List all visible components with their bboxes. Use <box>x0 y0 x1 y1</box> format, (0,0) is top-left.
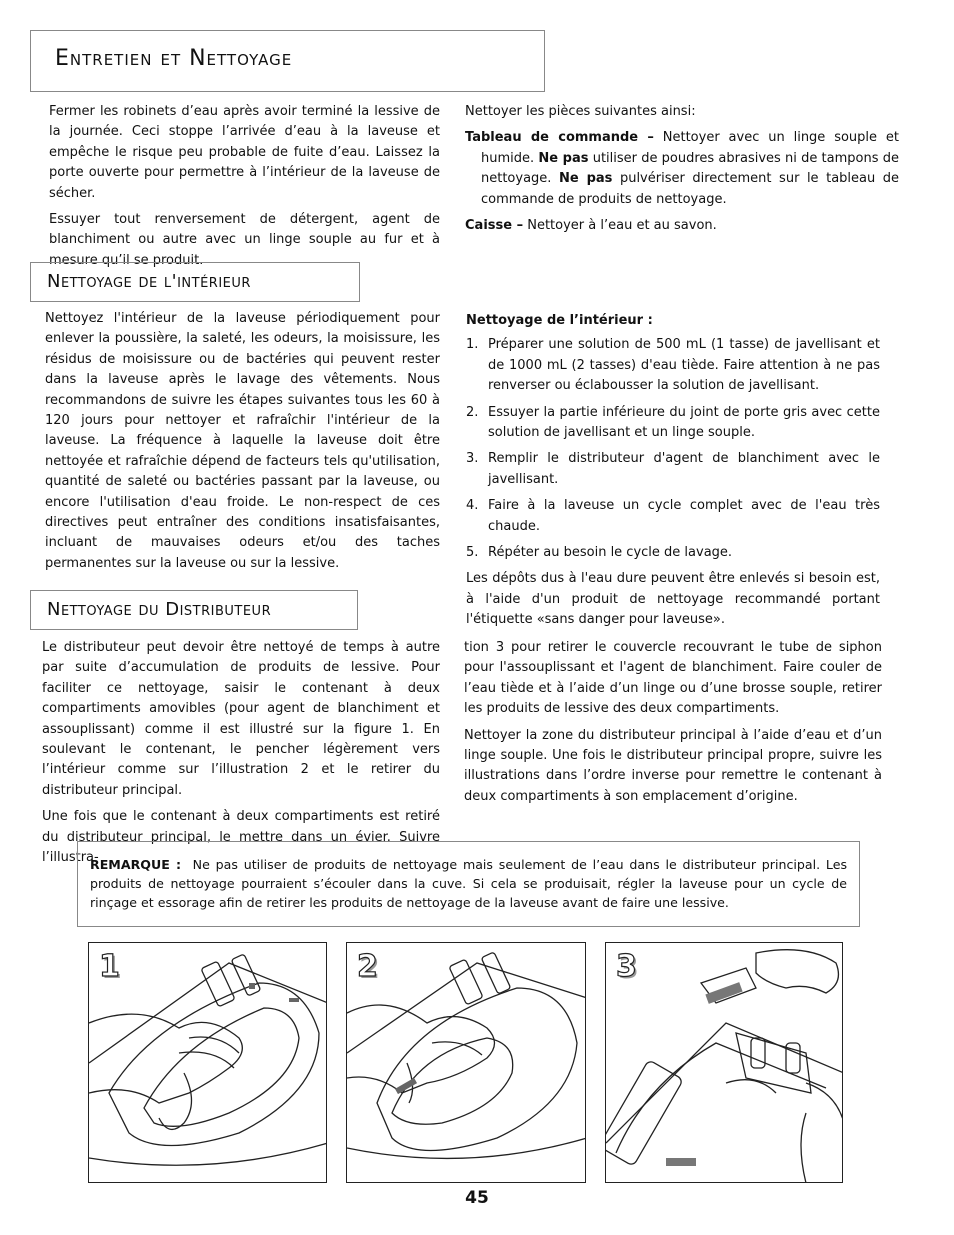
hand-tilting-dispenser-illustration <box>347 943 586 1183</box>
intro-paragraph-1: Fermer les robinets d’eau après avoir terminé la lessive de la journée. Ceci stoppe l’arrivée d’eau à la laveuse et empêche le risque peu probable de fuite d’eau. Laissez la porte ouverte pour permettre à l’intérieur de la laveuse de sécher. <box>49 104 440 201</box>
clean-parts-lead: Nettoyer les pièces suivantes ainsi: <box>465 104 696 119</box>
control-panel-text-2: utiliser de poudres abrasives ni de tampons de nettoyage. <box>481 150 899 187</box>
figure-number-3: 3 <box>616 949 637 984</box>
step-text: Préparer une solution de 500 mL (1 tasse) de javellisant et de 1000 mL (2 tasses) d'eau tiède. Faire attention à ne pas renverser ou éclabousser la solution de javellisant. <box>488 337 880 394</box>
intro-paragraph-2: Essuyer tout renversement de détergent, agent de blanchiment ou autre avec un linge souple au fur et à mesure qu’il se produit. <box>49 212 440 268</box>
step-item <box>466 335 880 396</box>
step-item <box>466 403 880 444</box>
step-item <box>466 449 880 490</box>
cabinet-text: Nettoyer à l’eau et au savon. <box>523 218 717 234</box>
step-text: Faire à la laveuse un cycle complet avec de l'eau très chaude. <box>488 498 880 534</box>
control-panel-paragraph <box>465 128 899 210</box>
step-number: 2. <box>466 404 479 420</box>
note-label: REMARQUE : <box>90 857 182 872</box>
dispenser-right-column <box>464 638 882 813</box>
title-box <box>30 30 545 92</box>
dispenser-paragraph-3: tion 3 pour retirer le couvercle recouvrant le tube de siphon pour l'assouplissant et l'agent de blanchiment. Faire couler de l’eau tiède et à l’aide d’un linge ou d’une brosse souple, retirer les produits de lessive des deux compartiments. <box>464 640 882 717</box>
ne-pas-2: Ne pas <box>558 171 613 187</box>
interior-heading: Nettoyage de l'intérieur <box>47 271 251 292</box>
cabinet-paragraph <box>465 216 899 236</box>
step-text: Essuyer la partie inférieure du joint de porte gris avec cette solution de javellisant et un linge souple. <box>488 404 880 441</box>
figure-1 <box>88 942 327 1183</box>
dispenser-left-column <box>42 638 440 874</box>
hand-lifting-dispenser-illustration <box>89 943 327 1183</box>
step-number: 1. <box>466 337 479 353</box>
interior-heading-box <box>30 262 360 302</box>
interior-paragraph: Nettoyez l'intérieur de la laveuse périodiquement pour enlever la poussière, la saleté, les odeurs, la moisissure, les résidus de moisissure ou de bactéries qui peuvent rester dans la laveuse après le lavage des vêtements. Nous recommandons de suivre les étapes suivantes tous les 60 à 120 jours pour nettoyer et rafraîchir l'intérieur de la laveuse. La fréquence à laquelle la laveuse doit être nettoyée et rafraîchie dépend de facteurs tels qu'utilisation, quantité de saleté ou bactéries passant par la laveuse, ou encore l'utilisation d'eau froide. Le non-respect de ces directives peut entraîner des conditions insatisfaisantes, incluant de mauvaises odeurs et/ou des taches permanentes sur la laveuse ou sur la lessive. <box>45 311 440 571</box>
clean-parts-text <box>465 102 899 242</box>
interior-steps-title: Nettoyage de l’intérieur : <box>466 313 653 328</box>
step-number: 3. <box>466 451 479 467</box>
page-number: 45 <box>465 1188 489 1208</box>
dispenser-heading-box <box>30 590 358 630</box>
hard-water-paragraph: Les dépôts dus à l'eau dure peuvent être enlevés si besoin est, à l'aide d'un produit de nettoyage recommandé portant l'étiquette «sans danger pour laveuse». <box>466 571 880 628</box>
control-panel-text-3: pulvériser directement sur le tableau de commande de produits de nettoyage. <box>481 171 900 207</box>
figure-3 <box>605 942 843 1183</box>
cabinet-label: Caisse – <box>465 218 524 234</box>
page-title: Entretien et Nettoyage <box>55 46 293 71</box>
note-text: Ne pas utiliser de produits de nettoyage mais seulement de l’eau dans le distributeur principal. Les produits de nettoyage pourraient s’écouler dans la cuve. Si cela se produisait, régler la laveuse pour un cycle de rinçage et essorage afin de retirer les produits de nettoyage de la laveuse avant de faire une lessive. <box>90 857 847 910</box>
interior-body <box>45 309 440 580</box>
dispenser-paragraph-4: Nettoyer la zone du distributeur principal à l’aide d’eau et d’un linge souple. Une fois le distributeur principal propre, suivre les illustrations dans l’ordre inverse pour remettre le contenant à deux compartiments à son emplacement d’origine. <box>464 727 882 804</box>
dispenser-paragraph-2: Une fois que le contenant à deux compartiments est retiré du distributeur principal, le mettre dans un évier. Suivre l’illustra- <box>42 809 440 866</box>
figure-2 <box>346 942 586 1183</box>
hands-removing-siphon-cap-illustration <box>606 943 843 1183</box>
step-item <box>466 543 880 563</box>
figure-number-2: 2 <box>357 949 378 984</box>
step-text: Remplir le distributeur d'agent de blanchiment avec le javellisant. <box>488 451 880 487</box>
step-number: 4. <box>466 498 479 514</box>
note-box <box>77 841 860 927</box>
step-text: Répéter au besoin le cycle de lavage. <box>488 545 733 561</box>
interior-steps-list <box>466 335 880 563</box>
dispenser-heading: Nettoyage du Distributeur <box>47 599 272 620</box>
control-panel-label: Tableau de commande – <box>465 130 654 146</box>
step-number: 5. <box>466 545 479 561</box>
dispenser-paragraph-1: Le distributeur peut devoir être nettoyé de temps à autre par suite d’accumulation de produits de lessive. Pour faciliter ce nettoyage, saisir le contenant à deux compartiments amovibles (pour agent de blanchiment et assouplissant) comme il est illustré sur la figure 1. En soulevant le contenant, le pencher légèrement vers l’intérieur comme sur l’illustration 2 et le retirer du distributeur principal. <box>42 640 440 798</box>
intro-text <box>49 102 440 277</box>
ne-pas-1: Ne pas <box>538 150 589 166</box>
control-panel-text-1: Nettoyer avec un linge souple et humide. <box>481 130 899 166</box>
step-item <box>466 496 880 537</box>
interior-steps-block <box>466 311 880 637</box>
figure-number-1: 1 <box>99 949 120 984</box>
